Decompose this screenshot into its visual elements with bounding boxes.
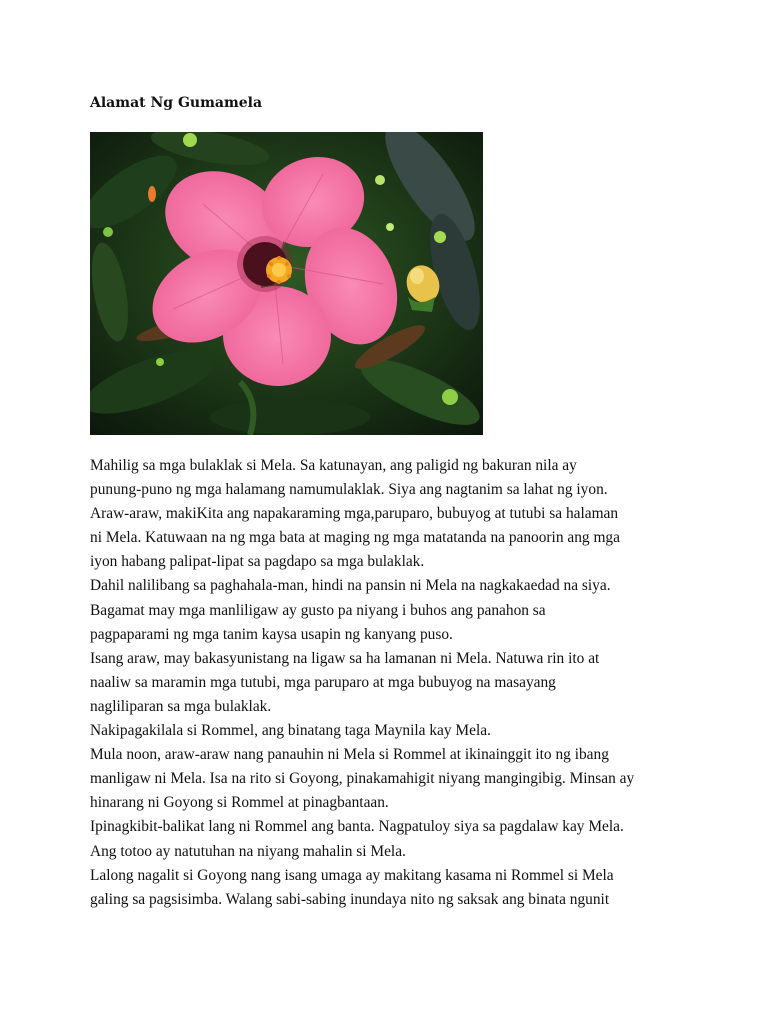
paragraph-line: hinarang ni Goyong si Rommel at pinagbantaan. — [90, 794, 389, 812]
small-bud — [148, 186, 156, 202]
paragraph-line: Araw-araw, makiKita ang napakaraming mga,paruparo, bubuyog at tutubi sa halaman — [90, 505, 619, 523]
body-text — [90, 454, 690, 912]
paragraph-line: iyon habang palipat-lipat sa pagdapo sa mga bulaklak. — [90, 553, 425, 571]
paragraph-line: Nakipagakilala si Rommel, ang binatang taga Maynila kay Mela. — [90, 722, 491, 740]
hibiscus-illustration — [90, 132, 483, 435]
paragraph-line: galing sa pagsisimba. Walang sabi-sabing inundaya nito ng saksak ang binata ngunit — [90, 890, 610, 908]
paragraph-line: ni Mela. Katuwaan na ng mga bata at maging ng mga matatanda na panoorin ang mga — [90, 529, 620, 547]
paragraph-line: naaliw sa maramin mga tutubi, mga paruparo at mga bubuyog na masayang — [90, 673, 556, 691]
paragraph-line: Isang araw, may bakasyunistang na ligaw sa ha lamanan ni Mela. Natuwa rin ito at — [90, 649, 600, 667]
paragraph-line: nagliliparan sa mga bulaklak. — [90, 697, 272, 715]
paragraph-line: Ipinagkibit-balikat lang ni Rommel ang banta. Nagpatuloy siya sa pagdalaw kay Mela. — [90, 818, 624, 836]
paragraph-line: Lalong nagalit si Goyong nang isang umaga ay makitang kasama ni Rommel si Mela — [90, 866, 614, 884]
document-title: Alamat Ng Gumamela — [90, 95, 263, 111]
paragraph-line: Bagamat may mga manliligaw ay gusto pa niyang i buhos ang panahon sa — [90, 601, 546, 619]
paragraph-line: Ang totoo ay natutuhan na niyang mahalin si Mela. — [90, 842, 406, 860]
paragraph-line: Mula noon, araw-araw nang panauhin ni Mela si Rommel at ikinainggit ito ng ibang — [90, 746, 609, 764]
hibiscus-photo — [90, 132, 483, 435]
paragraph-line: Dahil nalilibang sa paghahala-man, hindi na pansin ni Mela na nagkakaedad na siya. — [90, 577, 611, 595]
paragraph-line: pagpaparami ng mga tanim kaysa usapin ng kanyang puso. — [90, 625, 453, 643]
paragraph-line: manligaw ni Mela. Isa na rito si Goyong, pinakamahigit niyang mangingibig. Minsan ay — [90, 770, 635, 788]
paragraph-line: Mahilig sa mga bulaklak si Mela. Sa katunayan, ang paligid ng bakuran nila ay — [90, 457, 577, 474]
paragraph-line: punung-puno ng mga halamang namumulaklak. Siya ang nagtanim sa lahat ng iyon. — [90, 481, 608, 499]
